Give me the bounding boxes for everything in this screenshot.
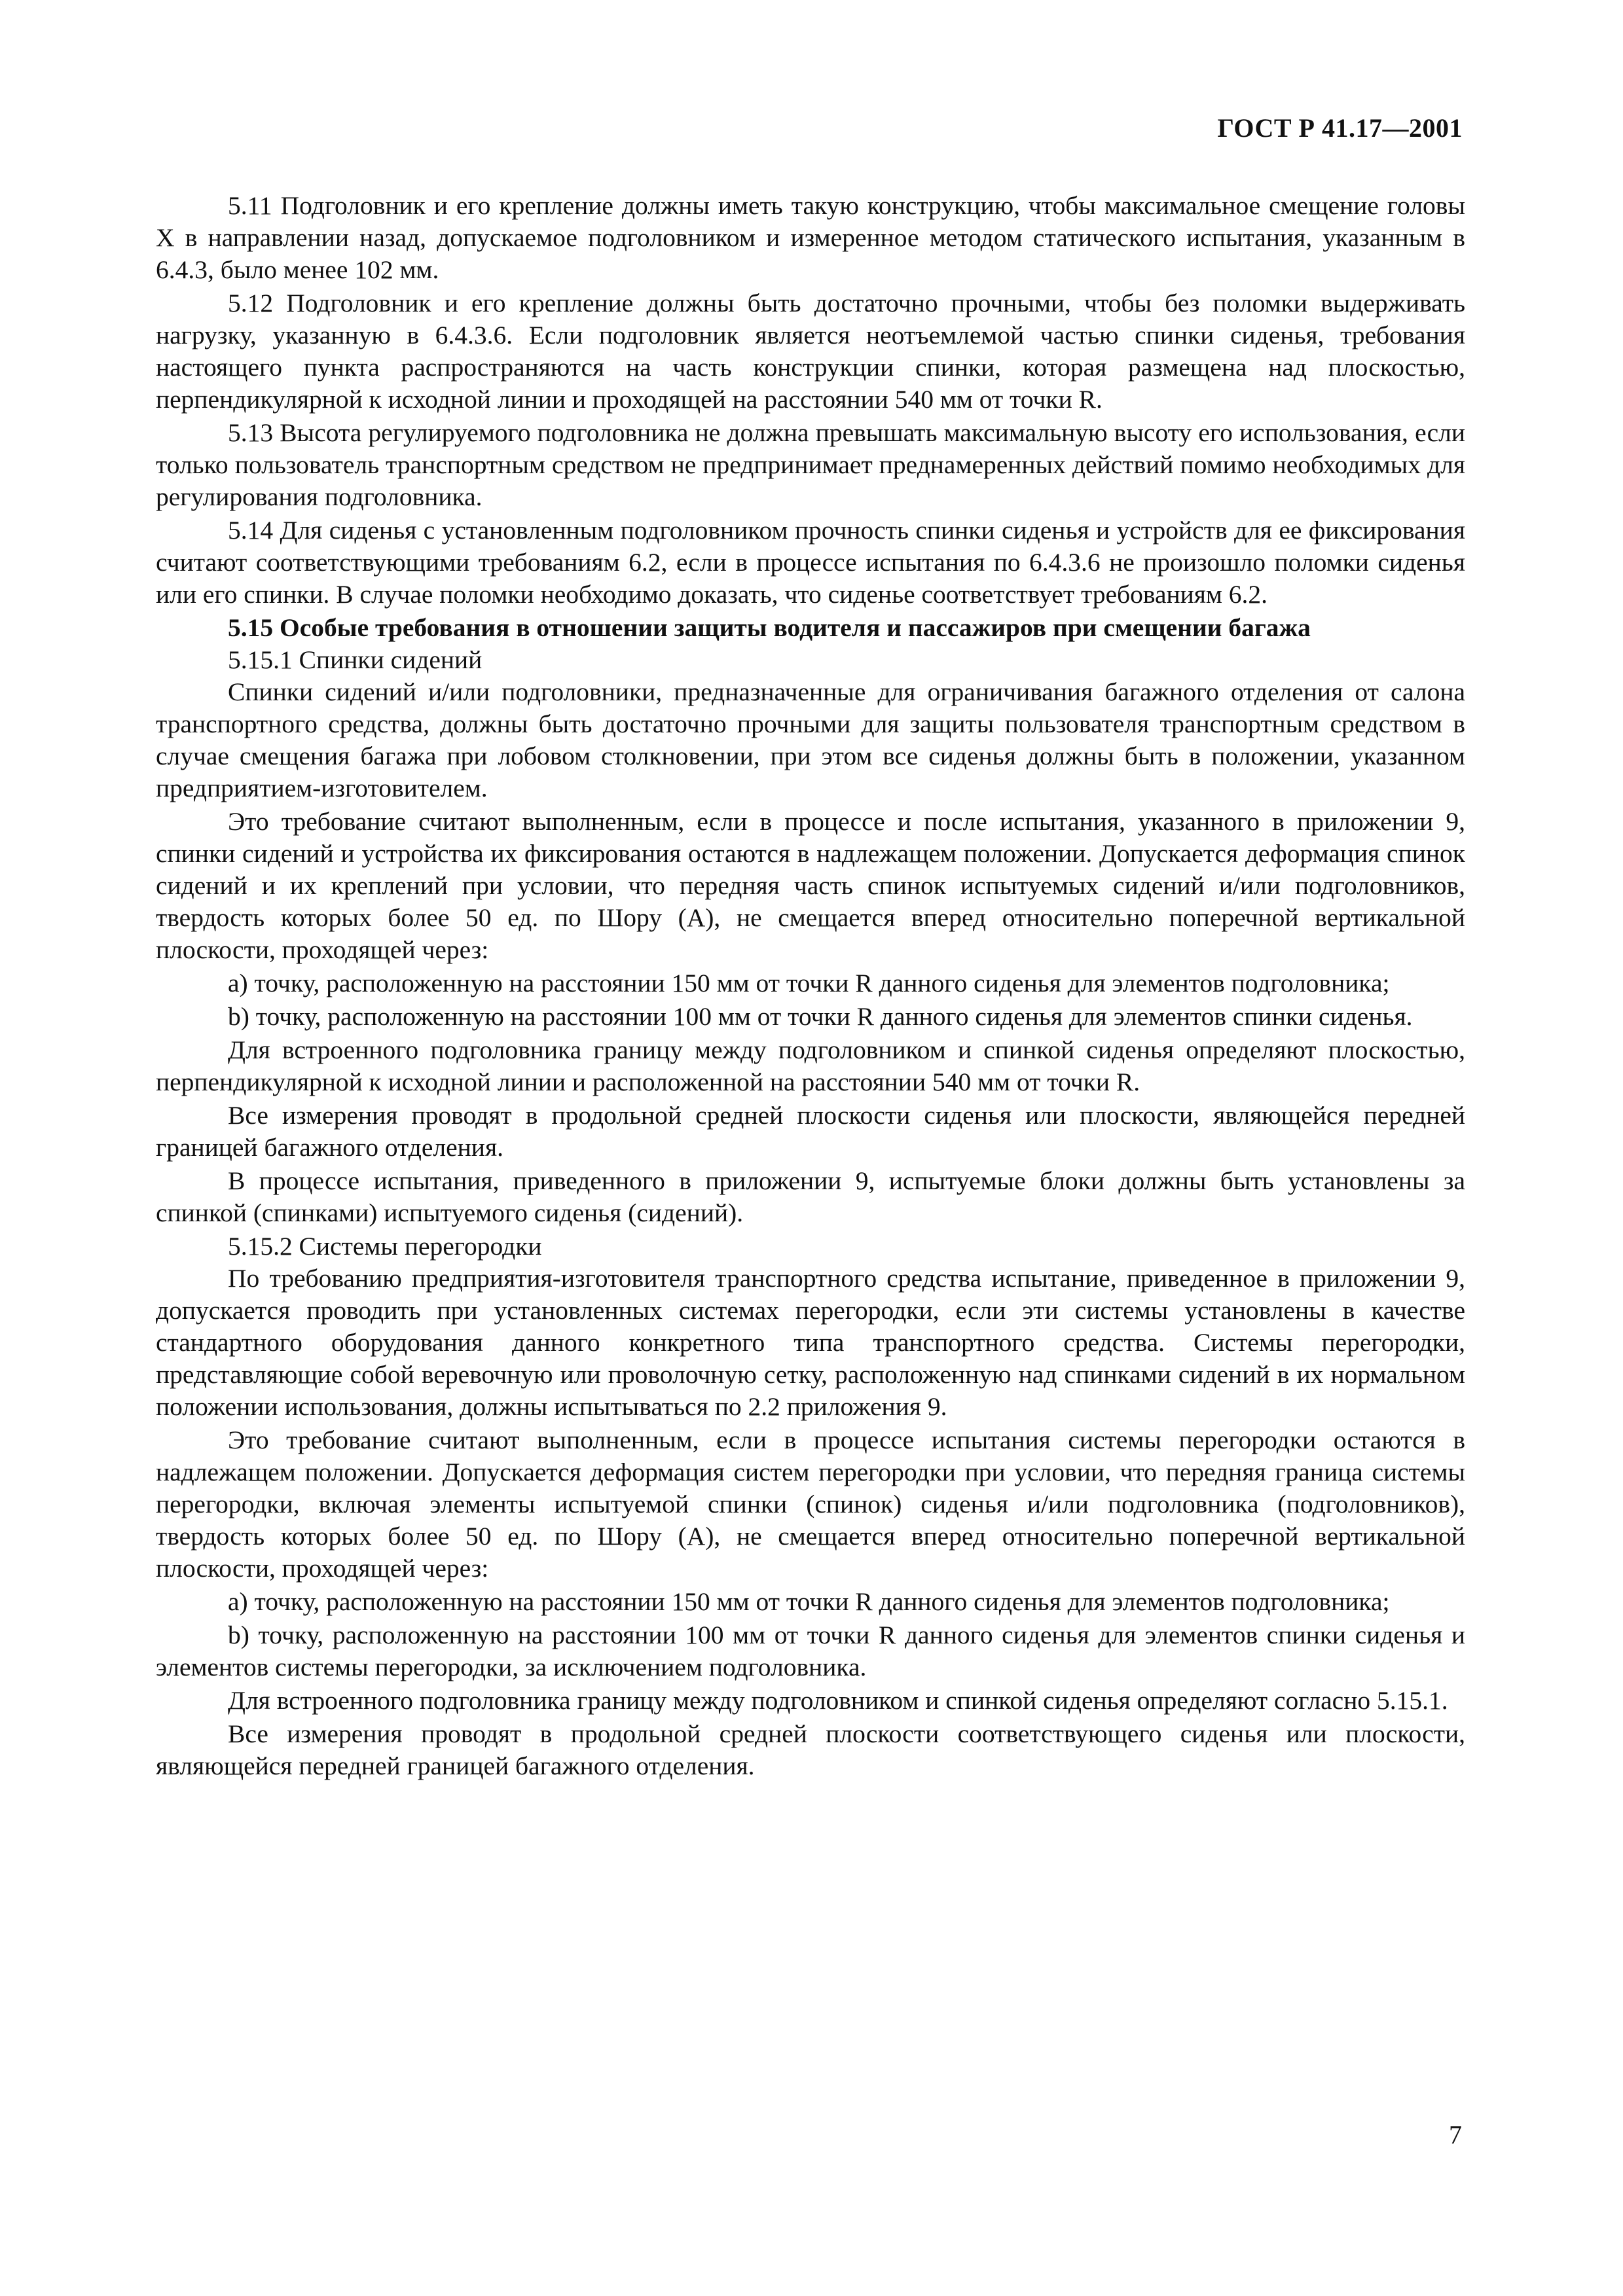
paragraph-5-11: 5.11 Подголовник и его крепление должны иметь такую конструкцию, чтобы максимальное смещение головы X в направлении назад, допускаемое подголовником и измеренное методом статического испытания, указанным в 6.4.3, было менее 102 мм. — [156, 191, 1465, 284]
list-item-b: b) точку, расположенную на расстоянии 100 мм от точки R данного сиденья для элементов спинки сиденья и элементов системы перегородки, за исключением подголовника. — [156, 1621, 1465, 1681]
page-number: 7 — [1449, 2120, 1462, 2149]
paragraph: Это требование считают выполненным, если в процессе и после испытания, указанного в приложении 9, спинки сидений и устройства их фиксирования остаются в надлежащем положении. Допускается деформация спинок сидений и их креплений при условии, что передняя часть спинок испытуемых сидений и/или подголовников, твердость которых более 50 ед. по Шору (А), не смещается вперед относительно поперечной вертикальной плоскости, проходящей через: — [156, 807, 1465, 964]
paragraph: Для встроенного подголовника границу между подголовником и спинкой сиденья определяют согласно 5.15.1. — [228, 1686, 1448, 1715]
paragraph: По требованию предприятия-изготовителя транспортного средства испытание, приведенное в приложении 9, допускается проводить при установленных системах перегородки, если эти системы установлены в качестве стандартного оборудования данного конкретного типа транспортного средства. Системы перегородки, представляющие собой веревочную или проволочную сетку, расположенную над спинками сидений в их нормальном положении использования, должны испытываться по 2.2 приложения 9. — [156, 1264, 1465, 1421]
paragraph: Все измерения проводят в продольной средней плоскости соответствующего сиденья или плоскости, являющейся передней границей багажного отделения. — [156, 1719, 1465, 1780]
paragraph: Все измерения проводят в продольной средней плоскости сиденья или плоскости, являющейся передней границей багажного отделения. — [156, 1101, 1465, 1162]
subsection-heading-5-15-1: 5.15.1 Спинки сидений — [228, 645, 483, 674]
paragraph: В процессе испытания, приведенного в приложении 9, испытуемые блоки должны быть установлены за спинкой (спинками) испытуемого сиденья (сидений). — [156, 1166, 1465, 1227]
paragraph-5-13: 5.13 Высота регулируемого подголовника не должна превышать максимальную высоту его использования, если только пользователь транспортным средством не предпринимает преднамеренных действий помимо необходимых для регулирования подголовника. — [156, 418, 1465, 511]
paragraph: Спинки сидений и/или подголовники, предназначенные для ограничивания багажного отделения от салона транспортного средства, должны быть достаточно прочными для защиты пользователя транспортным средством в случае смещения багажа при лобовом столкновении, при этом все сиденья должны быть в положении, указанном предприятием-изготовителем. — [156, 677, 1465, 802]
section-heading-5-15: 5.15 Особые требования в отношении защиты водителя и пассажиров при смещении багажа — [228, 613, 1311, 642]
list-item-a: a) точку, расположенную на расстоянии 150 мм от точки R данного сиденья для элементов подголовника; — [228, 1587, 1390, 1616]
paragraph-5-12: 5.12 Подголовник и его крепление должны быть достаточно прочными, чтобы без поломки выдерживать нагрузку, указанную в 6.4.3.6. Если подголовник является неотъемлемой частью спинки сиденья, требования настоящего пункта распространяются на часть конструкции спинки, которая размещена над плоскостью, перпендикулярной к исходной линии и проходящей на расстоянии 540 мм от точки R. — [156, 289, 1465, 414]
paragraph: Это требование считают выполненным, если в процессе испытания системы перегородки остаются в надлежащем положении. Допускается деформация систем перегородки при условии, что передняя граница системы перегородки, включая элементы испытуемой спинки (спинок) сиденья и/или подголовника (подголовников), твердость которых более 50 ед. по Шору (А), не смещается вперед относительно поперечной вертикальной плоскости, проходящей через: — [156, 1426, 1465, 1583]
document-body — [156, 190, 1465, 1784]
paragraph-5-14: 5.14 Для сиденья с установленным подголовником прочность спинки сиденья и устройств для ее фиксирования считают соответствующими требованиям 6.2, если в процессе испытания по 6.4.3.6 не произошло поломки сиденья или его спинки. В случае поломки необходимо доказать, что сиденье соответствует требованиям 6.2. — [156, 516, 1465, 609]
list-item-b: b) точку, расположенную на расстоянии 100 мм от точки R данного сиденья для элементов спинки сиденья. — [228, 1002, 1413, 1031]
subsection-heading-5-15-2: 5.15.2 Системы перегородки — [228, 1232, 542, 1261]
list-item-a: a) точку, расположенную на расстоянии 150 мм от точки R данного сиденья для элементов подголовника; — [228, 969, 1390, 997]
paragraph: Для встроенного подголовника границу между подголовником и спинкой сиденья определяют плоскостью, перпендикулярной к исходной линии и расположенной на расстоянии 540 мм от точки R. — [156, 1035, 1465, 1096]
document-header: ГОСТ Р 41.17—2001 — [1217, 113, 1463, 143]
